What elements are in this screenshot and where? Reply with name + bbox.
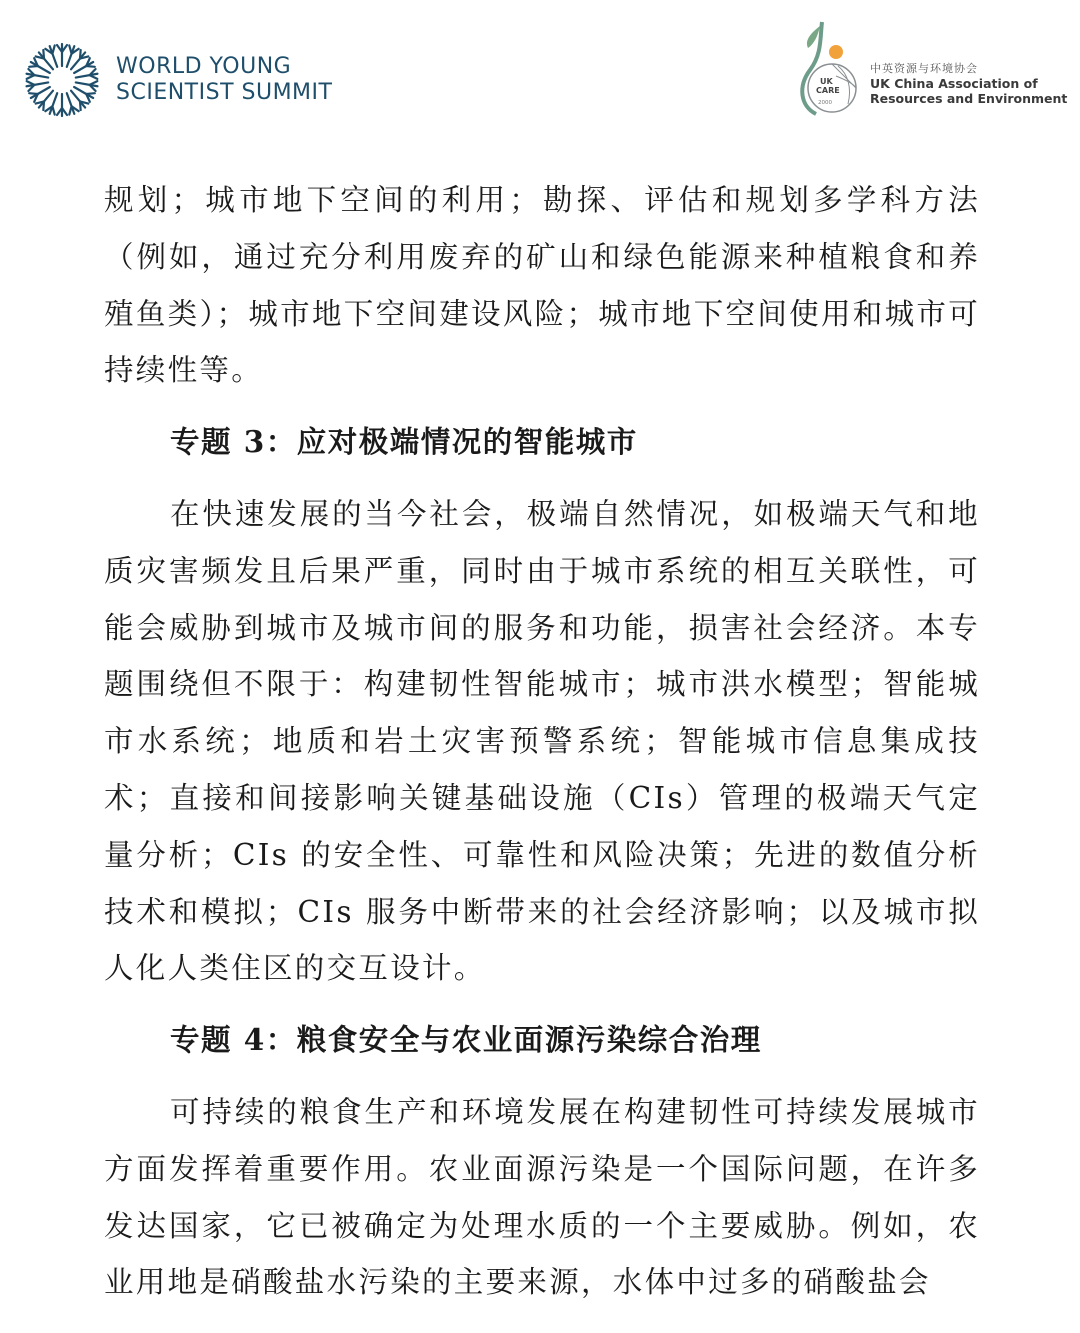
wyss-radial-tree-icon — [22, 40, 102, 120]
topic3-paragraph: 在快速发展的当今社会，极端自然情况，如极端天气和地质灾害频发且后果严重，同时由于城市系统的相互关联性，可能会威胁到城市及城市间的服务和功能，损害社会经济。本专题围绕但不限于：构建韧性智能城市；城市洪水模型；智能城市水系统；地质和岩土灾害预警系统；智能城市信息集成技术；直接和间接影响关键基础设施（CIs）管理的极端天气定量分析；CIs 的安全性、可靠性和风险决策；先进的数值分析技术和模拟；CIs 服务中断带来的社会经济影响；以及城市拟人化人类住区的交互设计。 — [104, 496, 980, 986]
uk-care-chinese-name: 中英资源与环境协会 — [870, 61, 978, 75]
svg-text:CARE: CARE — [816, 86, 840, 95]
uk-care-english-line2: Resources and Environment — [870, 90, 1068, 106]
topic4-heading: 专题 4：粮食安全与农业面源污染综合治理 — [170, 1022, 762, 1058]
topic3-heading: 专题 3：应对极端情况的智能城市 — [170, 424, 638, 460]
world-young-scientist-summit-logo — [22, 40, 332, 120]
intro-paragraph: 规划；城市地下空间的利用；勘探、评估和规划多学科方法（例如，通过充分利用废弃的矿山和绿色能源来种植粮食和养殖鱼类）；城市地下空间建设风险；城市地下空间使用和城市可持续性等。 — [104, 183, 980, 388]
page-header — [0, 0, 1080, 150]
svg-text:2000: 2000 — [818, 100, 832, 106]
document-body — [104, 172, 980, 1311]
uk-care-logo — [792, 18, 1067, 123]
wyss-wordmark — [116, 54, 332, 106]
uk-care-wordmark — [870, 62, 1067, 106]
uk-care-english-line1: UK China Association of — [870, 75, 1038, 91]
topic4-paragraph: 可持续的粮食生产和环境发展在构建韧性可持续发展城市方面发挥着重要作用。农业面源污染是一个国际问题，在许多发达国家，它已被确定为处理水质的一个主要威胁。例如，农业用地是硝酸盐水污染的主要来源，水体中过多的硝酸盐会 — [104, 1094, 980, 1300]
uk-care-globe-leaf-icon — [792, 18, 864, 123]
svg-text:UK: UK — [820, 77, 833, 86]
wyss-line1: WORLD YOUNG — [116, 54, 292, 79]
wyss-line2: SCIENTIST SUMMIT — [116, 80, 333, 105]
